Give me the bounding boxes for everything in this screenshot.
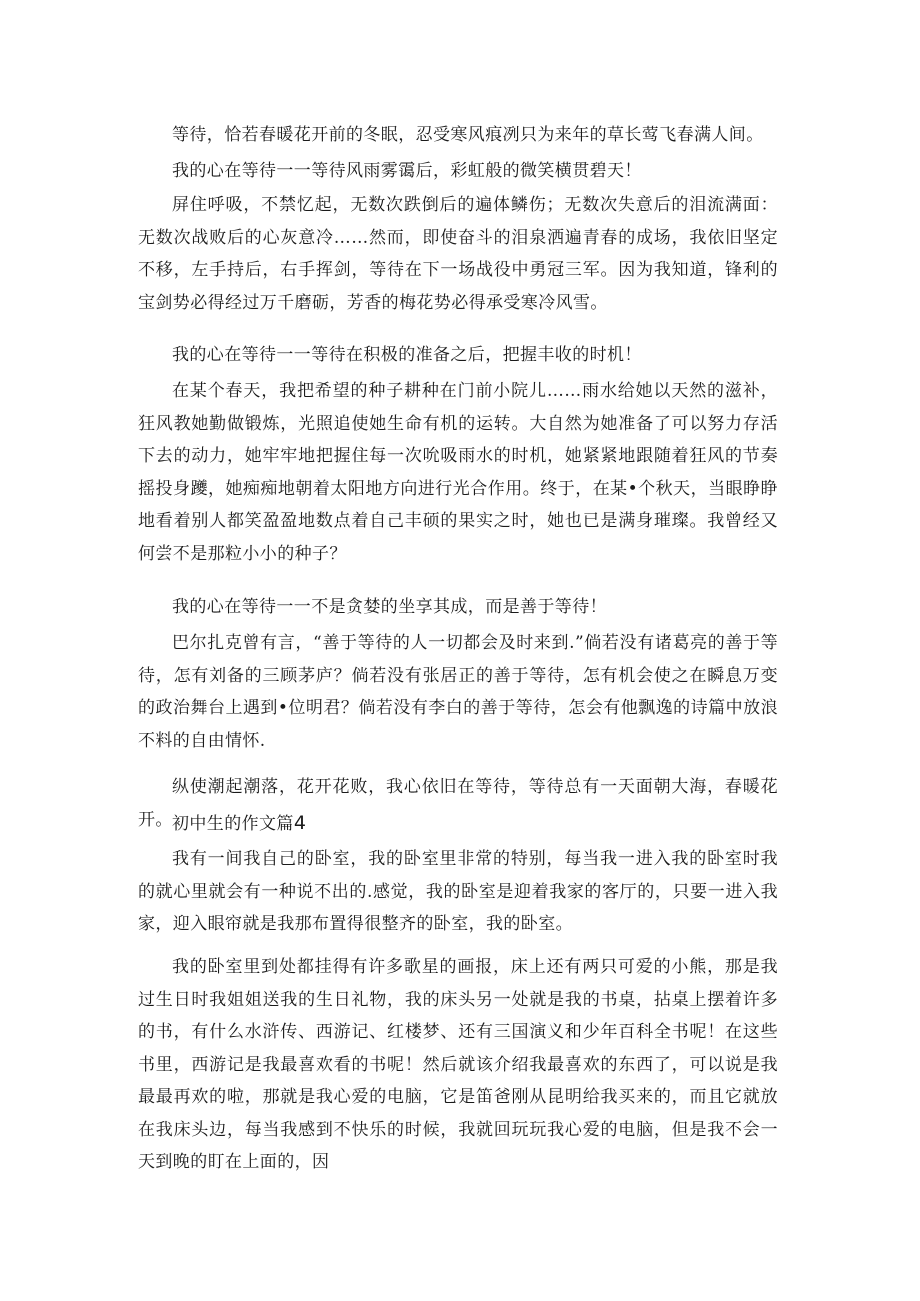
paragraph-2: 我的心在等待一一等待风雨雾霭后，彩虹般的微笑横贯碧天！ xyxy=(172,161,642,181)
section-heading-text: 初中生的作文篇 xyxy=(172,814,294,834)
paragraph-3: 屏住呼吸，不禁忆起，无数次跌倒后的遍体鳞伤；无数次失意后的泪流满面：无数次战败后的心灰意冷……然而，即使奋斗的泪泉洒遍青春的成场，我依旧坚定不移，左手持后，右手挥剑，等待在下一场战役中勇冠三军。因为我知道，锋利的宝剑势必得经过万千磨砺，芳香的梅花势必得承受寒冷风雪。 xyxy=(138,195,778,313)
paragraph-6: 我的心在等待一一不是贪婪的坐享其成，而是善于等待！ xyxy=(172,597,607,617)
paragraph-8: 纵使潮起潮落，花开花败，我心依旧在等待，等待总有一天面朝大海，春暖花开。 xyxy=(138,777,778,830)
paragraph-10: 我的卧室里到处都挂得有许多歌星的画报，床上还有两只可爱的小熊，那是我过生日时我姐姐送我的生日礼物，我的床头另一处就是我的书桌，拈桌上摆着许多的书，有什么水浒传、西游记、红楼梦、还有三国演义和少年百科全书呢！在这些书里，西游记是我最喜欢看的书呢！然后就该介绍我最喜欢的东西了，可以说是我最最再欢的啦，那就是我心爱的电脑，它是笛爸刚从昆明给我买来的，而且它就放在我床头边，每当我感到不快乐的时候，我就回玩玩我心爱的电脑，但是我不会一天到晚的盯在上面的，因 xyxy=(138,957,778,1172)
paragraph-9: 我有一间我自己的卧室，我的卧室里非常的特别，每当我一进入我的卧室时我的就心里就会有一种说不出的.感觉，我的卧室是迎着我家的客厅的，只要一进入我家，迎入眼帘就是我那布置得很整齐的卧室，我的卧室。 xyxy=(138,849,778,934)
paragraph-5: 在某个春天，我把希望的种子耕种在门前小院儿……雨水给她以天然的滋补，狂风教她勤做锻炼，光照追使她生命有机的运转。大自然为她准备了可以努力存活下去的动力，她牢牢地把握住每一次吮吸雨水的时机，她紧紧地跟随着狂风的节奏摇投身躨，她痴痴地朝着太阳地方向进行光合作用。终于，在某•个秋天，当眼睁睁地看着别人都笑盈盈地数点着自己丰硕的果实之时，她也已是满身璀璨。我曾经又何尝不是那粒小小的种子？ xyxy=(138,381,778,564)
paragraph-4: 我的心在等待一一等待在积极的准备之后，把握丰收的时机！ xyxy=(172,345,642,365)
section-heading xyxy=(172,807,306,840)
paragraph-1: 等待，恰若春暖花开前的冬眠，忍受寒风痕冽只为来年的草长莺飞春满人间。 xyxy=(172,125,764,145)
section-heading-number: 4 xyxy=(293,812,307,834)
paragraph-7: 巴尔扎克曾有言，“善于等待的人一切都会及时来到.”倘若没有诸葛亮的善于等待，怎有刘备的三顾茅庐？倘若没有张居正的善于等待，怎有机会使之在瞬息万变的政治舞台上遇到•位明君？倘若没有李白的善于等待，怎会有他飘逸的诗篇中放浪不料的自由情怀. xyxy=(138,633,778,751)
